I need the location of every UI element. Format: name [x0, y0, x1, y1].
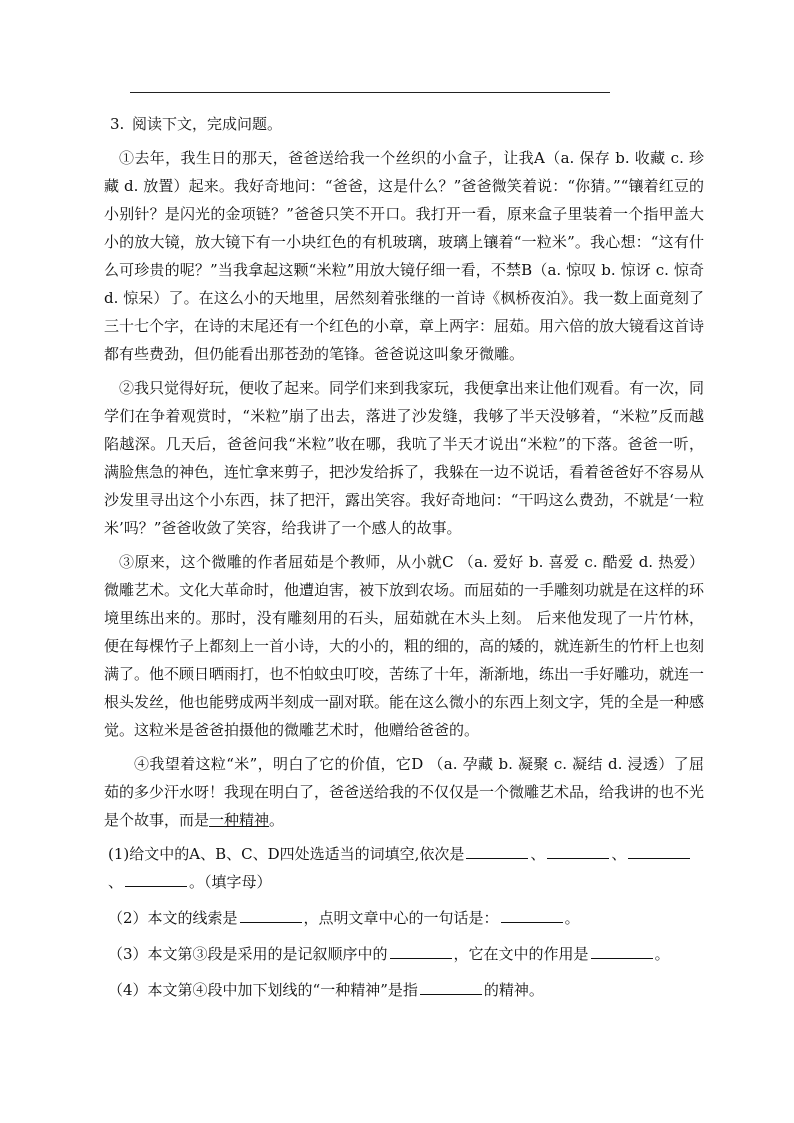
separator: 、: [611, 845, 627, 863]
sub-question-1-end: 。（填字母）: [189, 873, 272, 891]
separator: 、: [530, 845, 546, 863]
sub-question-1-label: (1)给文中的A、B、C、D四处选适当的词填空,依次是: [108, 845, 465, 863]
answer-blank-d[interactable]: [125, 870, 187, 887]
answer-blank-spirit[interactable]: [420, 978, 482, 995]
question-heading: [104, 110, 704, 138]
top-rule: [130, 92, 610, 93]
answer-blank-b[interactable]: [547, 842, 609, 859]
passage-paragraph-2: ②我只觉得好玩，便收了起来。同学们来到我家玩，我便拿出来让他们观看。有一次，同学们在争着观赏时，“米粒”崩了出去，落进了沙发缝，我够了半天没够着，“米粒”反而越陷越深。几天后，爸爸问我“米粒”收在哪，我吭了半天才说出“米粒”的下落。爸爸一听，满脸焦急的神色，连忙拿来剪子，把沙发给拆了，我躲在一边不说话，看着爸爸好不容易从沙发里寻出这个小东西，抹了把汗，露出笑容。我好奇地问：“干吗这么费劲，不就是‘一粒米’吗？”爸爸收敛了笑容，给我讲了一个感人的故事。: [104, 379, 705, 537]
paragraph-4-text: ④我望着这粒“米”，明白了它的价值，它D （a. 孕藏 b. 凝聚 c. 凝结 d. 浸透）了屈茹的多少汗水呀！我现在明白了，爸爸送给我的不仅仅是一个微雕艺术品，给我讲的也不光是个故事，而是: [104, 755, 705, 829]
sub-question-2-end: 。: [564, 909, 580, 927]
passage-paragraph-3: ③原来，这个微雕的作者屈茹是个教师，从小就C （a. 爱好 b. 喜爱 c. 酷爱 d. 热爱）微雕艺术。文化大革命时，他遭迫害，被下放到农场。而屈茹的一手雕刻功就是在这样的环境里练出来的。那时，没有雕刻用的石头，屈茹就在木头上刻。 后来他发现了一片竹林，便在每棵竹子上都刻上一首小诗，大的小的，粗的细的，高的矮的，就连新生的竹杆上也刻满了。他不顾日晒雨打，也不怕蚊虫叮咬，苦练了十年，渐渐地，练出一手好雕功，就连一根头发丝，他也能劈成两半刻成一副对联。能在这么微小的东西上刻文字，凭的全是一种感觉。这粒米是爸爸拍摄他的微雕艺术时，他赠给爸爸的。: [104, 553, 705, 739]
sub-question-1: [104, 840, 704, 896]
sub-question-2-label: （2）本文的线索是: [108, 909, 238, 927]
sub-question-2-mid: ，点明文章中心的一句话是：: [303, 909, 499, 927]
question-prompt: 阅读下文，完成问题。: [132, 115, 283, 133]
answer-blank-clue[interactable]: [240, 906, 302, 923]
passage-paragraph-1: ①去年，我生日的那天，爸爸送给我一个丝织的小盒子，让我A（a. 保存 b. 收藏 c. 珍藏 d. 放置）起来。我好奇地问：“爸爸，这是什么？”爸爸微笑着说：“你猜。”“镶着红豆的小别针？是闪光的金项链？”爸爸只笑不开口。我打开一看，原来盒子里装着一个指甲盖大小的放大镜，放大镜下有一小块红色的有机玻璃，玻璃上镶着“一粒米”。我心想：“这有什么可珍贵的呢？”当我拿起这颗“米粒”用放大镜仔细一看，不禁B（a. 惊叹 b. 惊讶 c. 惊奇 d. 惊呆）了。在这么小的天地里，居然刻着张继的一首诗《枫桥夜泊》。我一数上面竟刻了三十七个字，在诗的末尾还有一个红色的小章，章上两字：屈茹。用六倍的放大镜看这首诗都有些费劲，但仍能看出那苍劲的笔锋。爸爸说这叫象牙微雕。: [104, 149, 705, 363]
paragraph-4-end: 。: [269, 811, 285, 829]
sub-question-3: [104, 940, 704, 968]
sub-question-4-label: （4）本文第④段中加下划线的“一种精神”是指: [108, 981, 418, 999]
question-number: 3.: [110, 115, 125, 133]
sub-question-3-mid: ，它在文中的作用是: [453, 945, 589, 963]
sub-question-3-end: 。: [654, 945, 670, 963]
answer-blank-central-sentence[interactable]: [501, 906, 563, 923]
sub-question-4-end: 的精神。: [483, 981, 544, 999]
answer-blank-a[interactable]: [466, 842, 528, 859]
sub-question-3-label: （3）本文第③段是采用的是记叙顺序中的: [108, 945, 388, 963]
sub-question-4: [104, 976, 704, 1004]
question-content: [104, 110, 704, 1004]
sub-question-2: [104, 904, 704, 932]
answer-blank-c[interactable]: [628, 842, 690, 859]
answer-blank-order[interactable]: [390, 942, 452, 959]
underlined-phrase: 一种精神: [209, 811, 270, 829]
answer-blank-function[interactable]: [591, 942, 653, 959]
separator: 、: [108, 873, 124, 891]
passage-paragraph-4: [104, 750, 704, 834]
